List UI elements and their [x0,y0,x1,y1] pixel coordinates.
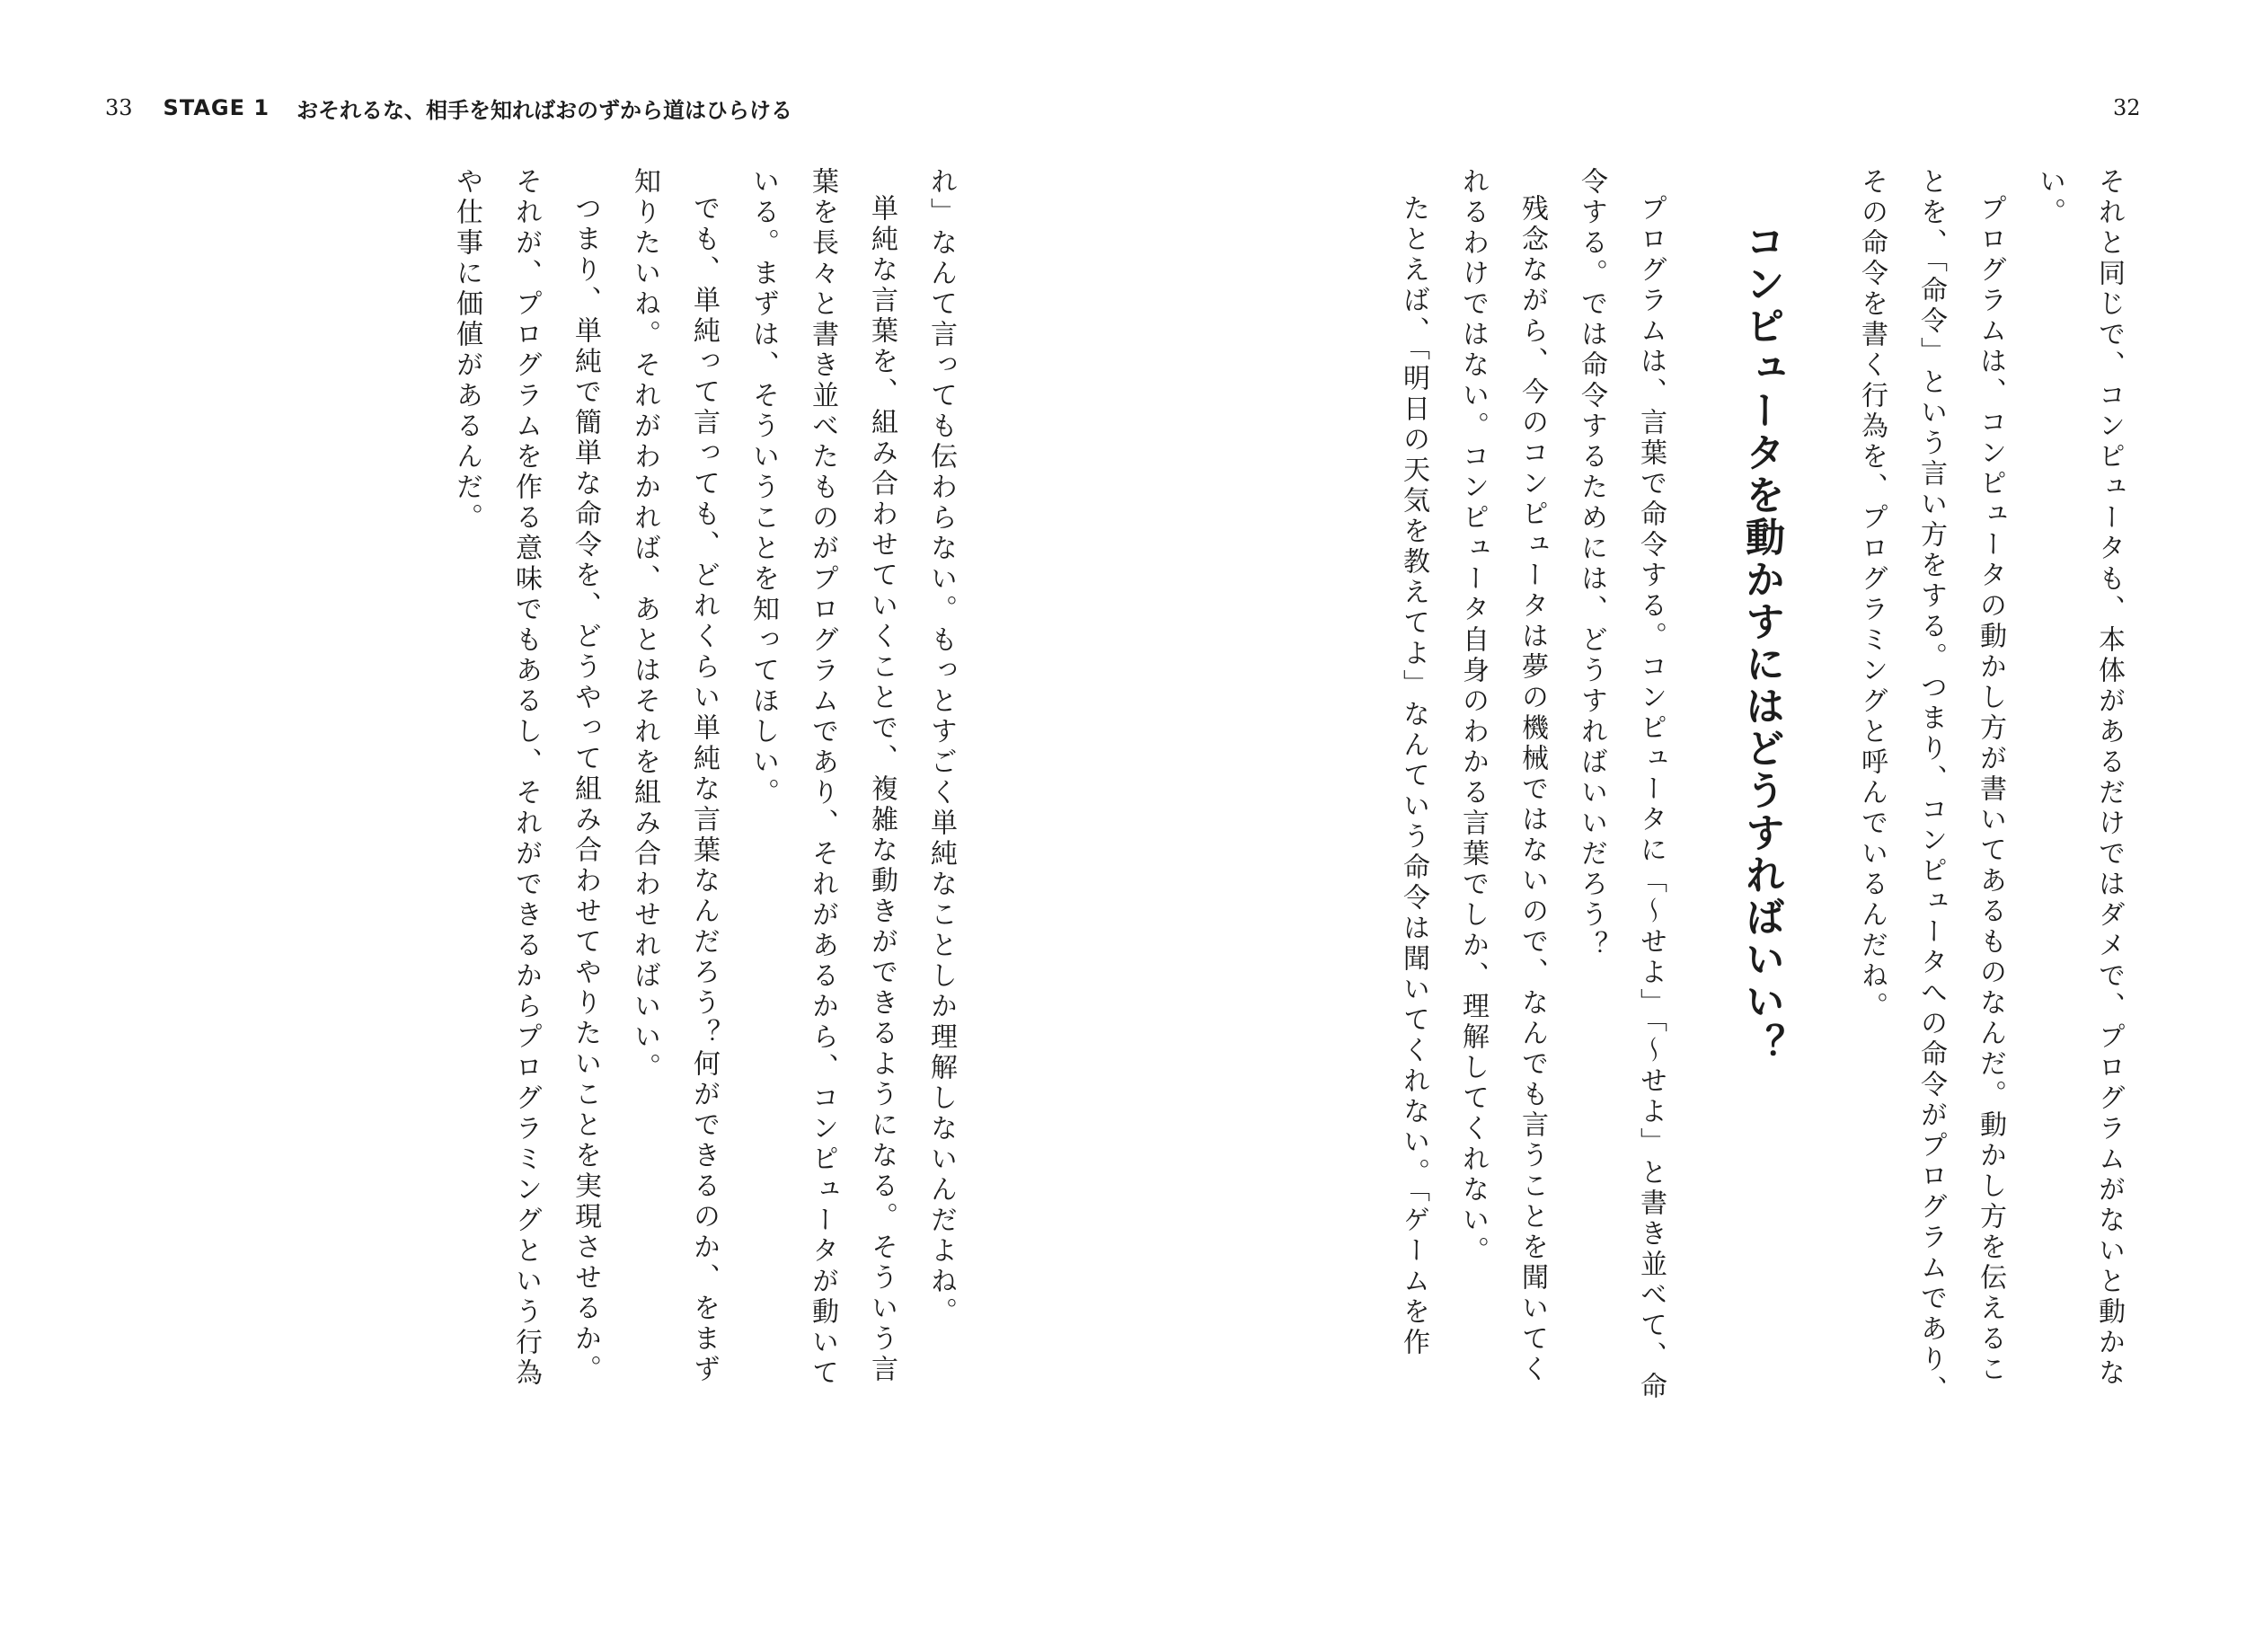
paragraph: つまり、単純で簡単な命令を、どうやって組み合わせてやりたいことを実現させるか。それが、プログラムを作る意味でもあるし、それができるからプログラミングという行為や仕事に価値があるんだ。 [451,167,601,1389]
paragraph: プログラムは、言葉で命令する。コンピュータに「〜せよ」「〜せよ」と書き並べて、命令する。では命令するためには、どうすればいいだろう？ [1576,167,1667,1402]
paragraph: プログラムは、コンピュータの動かし方が書いてあるものなんだ。動かし方を伝えることを、「命令」という言い方をする。つまり、コンピュータへの命令がプログラムであり、その命令を書く行為を、プログラミングと呼んでいるんだね。 [1856,167,2006,1406]
paragraph: でも、単純って言っても、どれくらい単純な言葉なんだろう？何ができるのか、をまず知りたいね。それがわかれば、あとはそれを組み合わせればいい。 [629,167,720,1385]
running-head [105,90,792,126]
running-head-stage: STAGE 1 [163,95,270,120]
left-page-body [287,167,970,1407]
paragraph: それと同じで、コンピュータも、本体があるだけではダメで、プログラムがないと動かない。 [2034,167,2125,1389]
running-head-title: おそれるな、相手を知ればおのずから道はひらける [296,97,793,123]
paragraph: 単純な言葉を、組み合わせていくことで、複雑な動きができるようになる。そういう言葉を長々と書き並べたものがプログラムであり、それがあるから、コンピュータが動いている。まずは、そういうことを知ってほしい。 [747,167,898,1389]
paragraph: 残念ながら、今のコンピュータは夢の機械ではないので、なんでも言うことを聞いてくれるわけではない。コンピュータ自身のわかる言葉でしか、理解してくれない。 [1457,167,1548,1385]
left-page-number: 33 [105,95,133,120]
paragraph: たとえば、「明日の天気を教えてよ」なんていう命令は聞いてくれない。「ゲームを作 [1398,194,1429,1358]
right-page-number: 32 [2113,95,2141,120]
paragraph: れ」なんて言っても伝わらない。もっとすごく単純なことしか理解しないんだよね。 [925,167,957,1328]
right-page-body [1312,167,2138,1407]
section-heading: コンピュータを動かすにはどうすればいい？ [1738,221,1784,1065]
